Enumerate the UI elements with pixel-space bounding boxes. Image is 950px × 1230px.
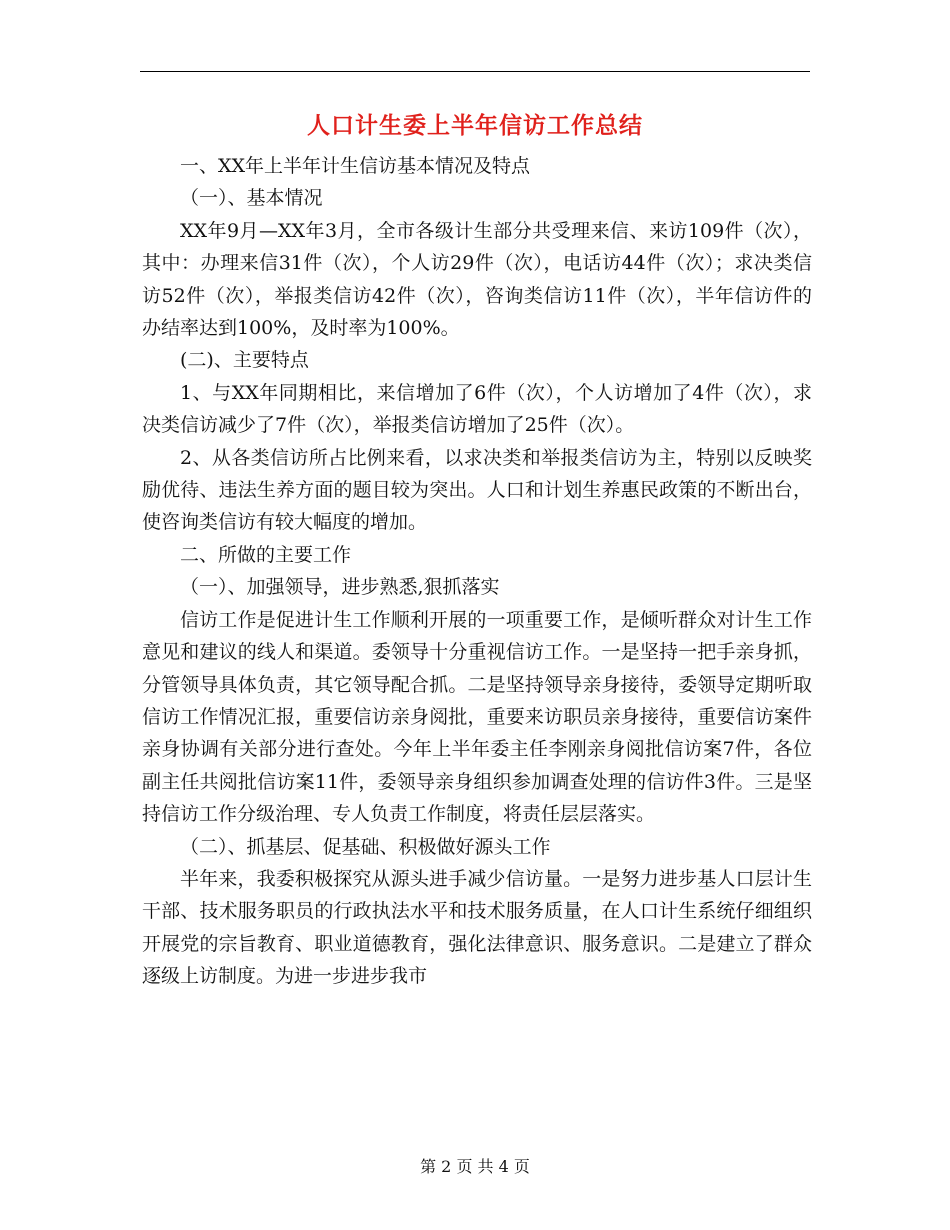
header-rule: [140, 71, 810, 72]
subsection-heading: (二)、主要特点: [180, 349, 309, 372]
subsection-heading: （一）、基本情况: [180, 187, 323, 210]
section-heading: 一、XX年上半年计生信访基本情况及特点: [180, 155, 531, 177]
body-paragraph: 1、与XX年同期相比，来信增加了6件（次），个人访增加了4件（次），求决类信访减少了7件（次），举报类信访增加了25件（次）。: [142, 381, 812, 437]
body-paragraph: 2、从各类信访所占比例来看，以求决类和举报类信访为主，特别以反映奖励优待、违法生养方面的题目较为突出。人口和计划生养惠民政策的不断出台，使咨询类信访有较大幅度的增加。: [142, 446, 812, 534]
page-number-footer: 第 2 页 共 4 页: [420, 1157, 530, 1176]
body-paragraph: 信访工作是促进计生工作顺利开展的一项重要工作，是倾听群众对计生工作意见和建议的线人和渠道。委领导十分重视信访工作。一是坚持一把手亲身抓，分管领导具体负责，其它领导配合抓。二是坚持领导亲身接待，委领导定期听取信访工作情况汇报，重要信访亲身阅批，重要来访职员亲身接待，重要信访案件亲身协调有关部分进行查处。今年上半年委主任李刚亲身阅批信访案7件，各位副主任共阅批信访案11件，委领导亲身组织参加调查处理的信访件3件。三是坚持信访工作分级治理、专人负责工作制度，将责任层层落实。: [142, 608, 812, 826]
body-paragraph: XX年9月—XX年3月，全市各级计生部分共受理来信、来访109件（次），其中：办理来信31件（次），个人访29件（次），电话访44件（次）；求决类信访52件（次），举报类信访42件（次），咨询类信访11件（次），半年信访件的办结率达到100%，及时率为100%。: [142, 219, 812, 340]
subsection-heading: （二）、抓基层、促基础、积极做好源头工作: [180, 835, 551, 858]
section-heading: 二、所做的主要工作: [180, 543, 352, 566]
document-body: [142, 150, 812, 993]
body-paragraph: 半年来，我委积极探究从源头进手减少信访量。一是努力进步基人口层计生干部、技术服务职员的行政执法水平和技术服务质量，在人口计生系统仔细组织开展党的宗旨教育、职业道德教育，强化法律意识、服务意识。二是建立了群众逐级上访制度。为进一步进步我市: [142, 867, 812, 988]
document-title: 人口计生委上半年信访工作总结: [307, 113, 643, 139]
subsection-heading: （一）、加强领导，进步熟悉,狠抓落实: [180, 576, 500, 599]
